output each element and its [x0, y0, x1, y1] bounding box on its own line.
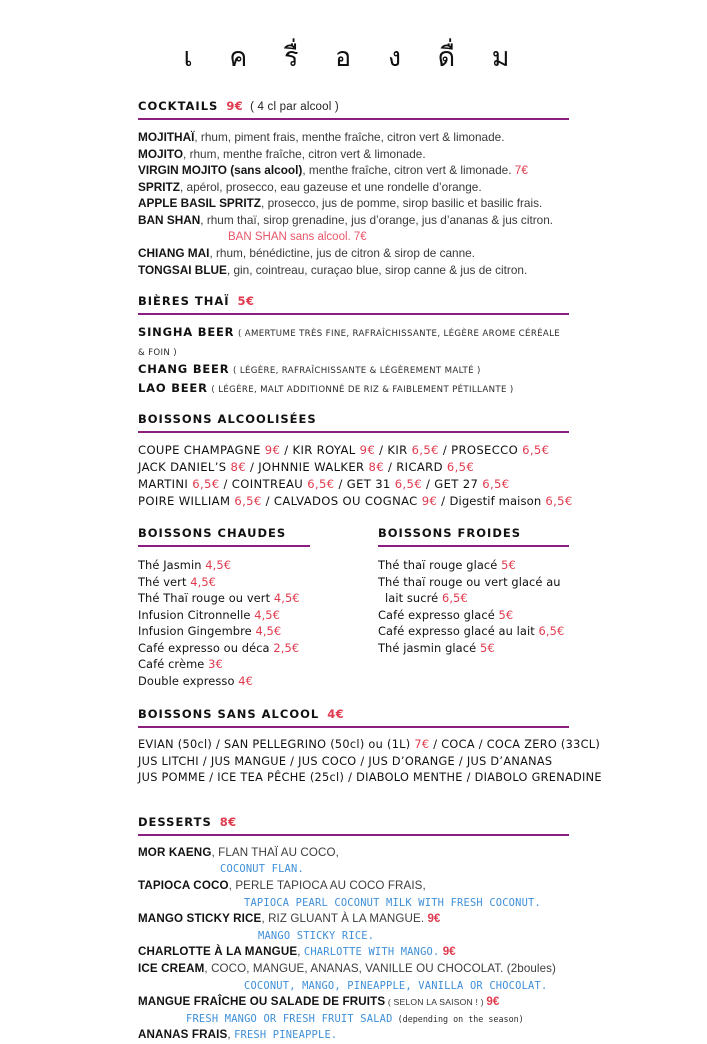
section-note-cocktails: ( 4 cl par alcool ) [250, 101, 339, 114]
hot-drink-label: Infusion Citronnelle [138, 607, 251, 622]
cold-drink-price: 6,5€ [538, 624, 565, 639]
separator: / [421, 477, 435, 492]
alcoholic-price: 6,5€ [394, 477, 422, 492]
hot-drink-label: Thé Jasmin [138, 558, 202, 573]
cocktail-name: VIRGIN MOJITO (sans alcool) [138, 163, 303, 178]
dessert-name: CHARLOTTE À LA MANGUE [138, 945, 298, 959]
beer-name: SINGHA BEER [138, 325, 235, 340]
separator: / [375, 443, 388, 458]
dessert-desc-en: FRESH PINEAPPLE. [234, 1029, 338, 1042]
hot-drink-label: Thé Thaï rouge ou vert [138, 591, 271, 606]
alcoholic-price: 6,5€ [482, 477, 510, 492]
hot-drink-item [138, 640, 310, 657]
hot-drink-label: Double expresso [138, 673, 235, 688]
dessert-desc-en: COCONUT FLAN. [220, 863, 304, 876]
cocktail-desc: , menthe fraîche, citron vert & limonade. [302, 163, 515, 178]
dessert-price: 9€ [442, 945, 456, 959]
dessert-list [138, 845, 569, 1044]
dessert-en-line [138, 978, 569, 995]
hot-drink-label: Thé vert [138, 574, 187, 589]
cocktail-item [138, 146, 569, 163]
separator: / [261, 494, 274, 509]
alcoholic-row [138, 476, 569, 493]
dessert-item [138, 878, 569, 895]
cocktail-item [138, 129, 569, 146]
section-title-cocktails: COCKTAILS [138, 99, 219, 114]
section-title-cold: BOISSONS FROIDES [378, 526, 522, 541]
section-heading-hot [138, 526, 310, 540]
cocktail-price: 7€ [514, 163, 528, 178]
alcoholic-price: 9€ [359, 443, 376, 458]
section-price-beers: 5€ [237, 294, 255, 309]
dessert-item [138, 994, 569, 1011]
section-price-soft: 4€ [327, 707, 345, 722]
alcoholic-label: KIR [387, 443, 408, 458]
section-title-hot: BOISSONS CHAUDES [138, 526, 287, 541]
cold-drink-label: Thé thaï rouge ou vert glacé au [378, 574, 561, 589]
beer-desc: ( LÉGÈRE, MALT ADDITIONNÉ DE RIZ & FAIBLEMENT PÉTILLANTE ) [211, 384, 514, 395]
alcoholic-price: 6,5€ [307, 477, 335, 492]
beer-desc: ( LÉGÈRE, RAFRAÎCHISSANTE & LÉGÈREMENT MALTÉ ) [233, 366, 481, 377]
dessert-desc-fr: ( SELON LA SAISON ! ) [385, 997, 487, 1008]
section-alcoholic-drinks [138, 412, 573, 510]
cocktail-item [138, 195, 569, 212]
dessert-item [138, 1027, 569, 1044]
soft-drink-row: JUS POMME / ICE TEA PÊCHE (25cl) / DIABOLO MENTHE / DIABOLO GRENADINE [138, 771, 602, 785]
cocktail-name: TONGSAI BLUE [138, 262, 227, 277]
soft-drinks-list [138, 737, 602, 787]
alcoholic-list [138, 442, 573, 510]
cold-drink-label-cont: lait sucré 6,5€ [385, 591, 468, 606]
dessert-en-line [138, 1011, 569, 1028]
hot-drink-item [138, 590, 310, 607]
section-title-alcoholic: BOISSONS ALCOOLISÉES [138, 412, 317, 427]
beer-desc: ( AMERTUME TRÈS FINE, RAFRAÎCHISSANTE, LÉGÈRE AROME CÉRÉALE & FOIN ) [138, 329, 561, 358]
dessert-desc-fr: , FLAN THAÏ AU COCO, [211, 845, 339, 859]
alcoholic-label: CALVADOS OU COGNAC [273, 494, 418, 509]
dessert-name: ANANAS FRAIS [138, 1028, 228, 1042]
cocktail-item [138, 262, 569, 279]
cocktail-item [138, 162, 569, 179]
section-price-cocktails: 9€ [226, 99, 244, 114]
divider-soft [138, 726, 569, 728]
separator: / [280, 443, 293, 458]
hot-drink-price: 4,5€ [205, 558, 232, 573]
alcoholic-price: 9€ [264, 443, 281, 458]
separator: / [219, 477, 232, 492]
hot-cold-columns [138, 526, 569, 689]
alcoholic-label: PROSECCO [451, 443, 519, 458]
cocktail-item [138, 212, 569, 229]
cold-drink-price: 5€ [479, 640, 495, 655]
cocktail-desc: , rhum, menthe fraîche, citron vert & limonade. [183, 146, 426, 161]
hot-drink-label: Café expresso ou déca [138, 640, 270, 655]
dessert-name: MANGO STICKY RICE [138, 912, 262, 926]
dessert-en-line [138, 895, 569, 912]
dessert-desc-en: CHARLOTTE WITH MANGO. [303, 946, 440, 959]
cocktail-desc: , rhum thaï, sirop grenadine, jus d’orange, jus d’ananas & jus citron. [200, 213, 554, 228]
section-heading-alcoholic [138, 412, 569, 426]
alcoholic-price: 6,5€ [234, 494, 262, 509]
alcoholic-price: 6,5€ [522, 443, 550, 458]
cocktail-desc: , apérol, prosecco, eau gazeuse et une rondelle d’orange. [179, 179, 482, 194]
cold-drink-label: Café expresso glacé [378, 607, 495, 622]
section-soft-drinks [138, 707, 602, 787]
cold-drink-item [378, 574, 569, 607]
alcoholic-label: JOHNNIE WALKER [258, 460, 365, 475]
alcoholic-row [138, 442, 569, 459]
alcoholic-price: 6,5€ [446, 460, 475, 475]
cold-drink-item [378, 557, 569, 574]
separator: / [334, 477, 347, 492]
section-hot-drinks [138, 526, 310, 689]
hot-drinks-list [138, 557, 310, 689]
dessert-name: TAPIOCA COCO [138, 879, 229, 893]
dessert-desc-fr: , PERLE TAPIOCA AU COCO FRAIS, [228, 879, 426, 893]
dessert-desc-en: FRESH MANGO OR FRESH FRUIT SALAD [186, 1012, 393, 1025]
hot-drink-label: Infusion Gingembre [138, 624, 252, 639]
cocktail-item [138, 179, 569, 196]
hot-drink-item [138, 557, 310, 574]
dessert-item [138, 911, 569, 928]
alcoholic-label: COUPE CHAMPAGNE [138, 443, 261, 458]
hot-drink-item [138, 574, 310, 591]
alcoholic-row [138, 459, 569, 476]
hot-drink-price: 2,5€ [273, 640, 300, 655]
alcoholic-price: 6,5€ [192, 477, 220, 492]
dessert-name: MANGUE FRAÎCHE OU SALADE DE FRUITS [138, 995, 386, 1009]
separator: / [245, 460, 259, 475]
cocktail-desc: , gin, cointreau, curaçao blue, sirop canne & jus de citron. [226, 262, 528, 277]
dessert-desc-fr: , [227, 1028, 235, 1042]
cold-drink-item [378, 640, 569, 657]
divider-alcoholic [138, 431, 569, 433]
hot-drink-item [138, 656, 310, 673]
dessert-name: MOR KAENG [138, 845, 212, 859]
hot-drink-item [138, 623, 310, 640]
cocktail-name: MOJITHAÏ [138, 130, 195, 145]
hot-drink-price: 4,5€ [254, 607, 280, 622]
beer-name: LAO BEER [138, 380, 208, 395]
cocktail-name: MOJITO [138, 146, 184, 161]
cold-drink-label: Thé thaï rouge glacé [378, 558, 498, 573]
soft-drink-text: EVIAN (50cl) / SAN PELLEGRINO (50cl) ou (1L) [138, 738, 415, 752]
alcoholic-label: JACK DANIEL’S [138, 460, 227, 475]
soft-drink-text: / COCA / COCA ZERO (33CL) [429, 738, 601, 752]
dessert-price: 9€ [427, 912, 441, 926]
cold-drink-price: 5€ [501, 558, 516, 573]
cocktail-subnote: BAN SHAN sans alcool. 7€ [228, 230, 367, 243]
cocktail-name: BAN SHAN [138, 213, 201, 228]
cocktail-list [138, 129, 569, 229]
alcoholic-price: 9€ [421, 494, 438, 509]
section-title-soft: BOISSONS SANS ALCOOL [138, 707, 320, 722]
section-price-desserts: 8€ [219, 814, 237, 829]
section-title-beers: BIÈRES THAÏ [138, 294, 230, 309]
alcoholic-label: GET 27 [434, 477, 479, 492]
hot-drink-item [138, 673, 310, 690]
section-heading-cocktails [138, 99, 569, 113]
section-heading-soft [138, 707, 569, 721]
cold-drinks-list [378, 557, 569, 656]
cocktail-desc: , rhum, piment frais, menthe fraîche, citron vert & limonade. [194, 130, 505, 145]
cocktail-name: CHIANG MAI [138, 246, 210, 261]
dessert-item [138, 944, 569, 961]
cold-drink-label: Café expresso glacé au lait [378, 624, 535, 639]
divider-hot [138, 545, 310, 547]
section-beers [138, 294, 569, 398]
beer-item [138, 324, 569, 361]
soft-drink-row [138, 737, 601, 754]
dessert-name: ICE CREAM [138, 962, 205, 976]
separator: / [437, 494, 450, 509]
alcoholic-label: KIR ROYAL [292, 443, 356, 458]
cold-drink-price: 5€ [498, 607, 514, 622]
divider-desserts [138, 834, 569, 836]
beer-item [138, 361, 569, 380]
dessert-desc-fr: , RIZ GLUANT À LA MANGUE. [261, 912, 428, 926]
cocktail-desc: , rhum, bénédictine, jus de citron & sirop de canne. [209, 246, 476, 261]
soft-drink-price: 7€ [414, 738, 430, 752]
beer-list [138, 324, 569, 398]
cocktail-list-after [138, 245, 569, 278]
divider-beers [138, 313, 569, 315]
alcoholic-price: 8€ [368, 460, 384, 475]
hot-drink-price: 4,5€ [273, 591, 300, 606]
section-desserts [138, 815, 569, 1044]
menu-page [138, 0, 602, 1044]
hot-drink-item [138, 607, 310, 624]
hot-drink-price: 4,5€ [255, 624, 282, 639]
alcoholic-price: 8€ [230, 460, 246, 475]
alcoholic-label: RICARD [396, 460, 443, 475]
alcoholic-label: GET 31 [346, 477, 391, 492]
cocktail-name: APPLE BASIL SPRITZ [138, 196, 262, 211]
alcoholic-price: 6,5€ [411, 443, 439, 458]
dessert-en-note: (depending on the season) [392, 1013, 524, 1024]
section-cocktails [138, 99, 569, 278]
cold-drink-item [378, 607, 569, 624]
dessert-desc-en: COCONUT, MANGO, PINEAPPLE, VANILLA OR CHOCOLAT. [244, 979, 548, 992]
divider-cold [378, 545, 569, 547]
alcoholic-row [138, 493, 573, 510]
cold-drink-item [378, 623, 569, 640]
hot-drink-price: 3€ [208, 657, 223, 672]
alcoholic-label: POIRE WILLIAM [138, 494, 231, 509]
dessert-desc-en: TAPIOCA PEARL COCONUT MILK WITH FRESH COCONUT. [244, 896, 541, 909]
dessert-desc-fr: , COCO, MANGUE, ANANAS, VANILLE OU CHOCOLAT. (2boules) [204, 962, 557, 976]
cocktail-desc: , prosecco, jus de pomme, sirop basilic et basilic frais. [261, 196, 543, 211]
beer-name: CHANG BEER [138, 362, 230, 377]
section-heading-desserts [138, 815, 569, 829]
hot-drink-label: Café crème [138, 657, 205, 672]
dessert-item [138, 845, 569, 862]
dessert-en-line [138, 928, 569, 945]
section-cold-drinks [378, 526, 569, 689]
separator: / [438, 443, 452, 458]
section-title-desserts: DESSERTS [138, 814, 212, 829]
dessert-en-line [138, 861, 569, 878]
divider-cocktails [138, 118, 569, 120]
section-heading-beers [138, 294, 569, 308]
cold-drink-price: 6,5€ [441, 591, 468, 606]
cocktail-item [138, 245, 569, 262]
dessert-desc-en: MANGO STICKY RICE. [258, 929, 375, 942]
alcoholic-price: 6,5€ [545, 494, 573, 509]
alcoholic-label: Digestif maison [449, 494, 542, 509]
section-heading-cold [378, 526, 569, 540]
dessert-item [138, 961, 569, 978]
cold-drink-label: Thé jasmin glacé [378, 640, 477, 655]
hot-drink-price: 4,5€ [190, 574, 217, 589]
hot-drink-price: 4€ [238, 673, 253, 688]
separator: / [383, 460, 397, 475]
column-gap [310, 526, 378, 689]
soft-drink-row: JUS LITCHI / JUS MANGUE / JUS COCO / JUS D’ORANGE / JUS D’ANANAS [138, 754, 553, 768]
dessert-price: 9€ [486, 995, 500, 1009]
dessert-desc-fr: , [297, 945, 304, 959]
alcoholic-label: MARTINI [138, 477, 189, 492]
cocktail-name: SPRITZ [138, 179, 180, 194]
alcoholic-label: COINTREAU [231, 477, 304, 492]
thai-page-title: เ ค รื่ อ ง ดื่ ม [183, 42, 524, 73]
beer-item [138, 380, 569, 399]
